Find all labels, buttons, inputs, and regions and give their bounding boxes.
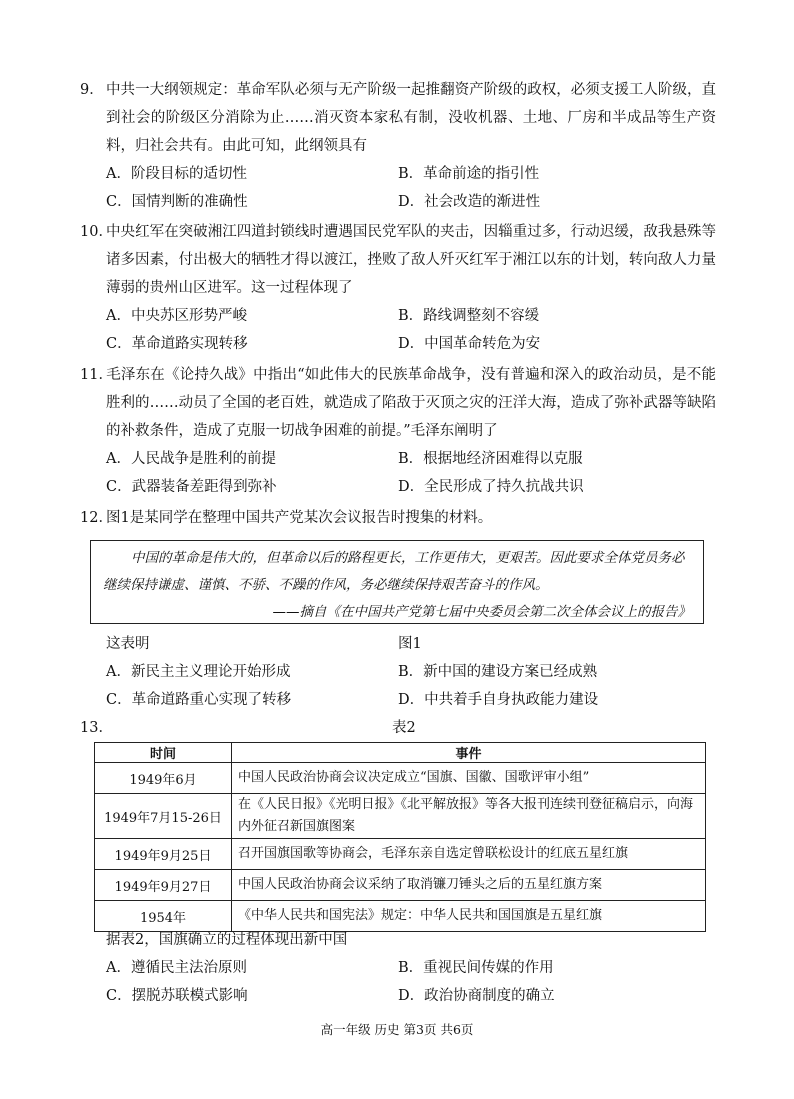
stem-text: 图1是某同学在整理中国共产党某次会议报告时搜集的材料。 — [106, 510, 493, 526]
after-quote-text: 这表明 — [106, 636, 150, 652]
option-a[interactable]: A．遵循民主法治原则 — [106, 960, 247, 976]
cell-time: 1949年9月27日 — [95, 870, 232, 901]
question-12 — [80, 504, 716, 532]
cell-event: 中国人民政治协商会议决定成立“国旗、国徽、国歌评审小组” — [232, 763, 706, 794]
option-b[interactable]: B．根据地经济困难得以克服 — [398, 451, 583, 467]
cell-time: 1949年7月15-26日 — [95, 794, 232, 839]
options-grid — [80, 445, 716, 501]
option-a[interactable]: A．人民战争是胜利的前提 — [106, 451, 276, 467]
option-c[interactable]: C．革命道路实现转移 — [106, 336, 248, 352]
table-row — [95, 870, 706, 901]
option-b[interactable]: B．重视民间传媒的作用 — [398, 960, 554, 976]
stem-text: 据表2，国旗确立的过程体现出新中国 — [106, 932, 348, 948]
header-time: 时间 — [95, 743, 232, 763]
option-c[interactable]: C．革命道路重心实现了转移 — [106, 692, 292, 708]
table-label: 表2 — [392, 720, 416, 736]
cell-time: 1949年9月25日 — [95, 839, 232, 870]
option-b[interactable]: B．路线调整刻不容缓 — [398, 308, 540, 324]
option-d[interactable]: D．政治协商制度的确立 — [398, 988, 555, 1004]
question-10 — [80, 218, 716, 358]
table-header-row — [95, 743, 706, 763]
table-row — [95, 839, 706, 870]
question-9 — [80, 76, 716, 216]
cell-event: 《中华人民共和国宪法》规定：中华人民共和国国旗是五星红旗 — [232, 901, 706, 932]
option-a[interactable]: A．新民主主义理论开始形成 — [106, 664, 291, 680]
option-d[interactable]: D．社会改造的渐进性 — [398, 194, 541, 210]
options-grid — [80, 160, 716, 216]
table-row — [95, 763, 706, 794]
question-stem — [80, 361, 716, 445]
option-c[interactable]: C．国情判断的准确性 — [106, 194, 248, 210]
option-d[interactable]: D．中共着手自身执政能力建设 — [398, 692, 599, 708]
quote-source: ——摘自《在中国共产党第七届中央委员会第二次全体会议上的报告》 — [272, 604, 691, 620]
option-a[interactable]: A．中央苏区形势严峻 — [106, 308, 247, 324]
question-number: 10． — [80, 224, 113, 240]
cell-time: 1954年 — [95, 901, 232, 932]
option-d[interactable]: D．全民形成了持久抗战共识 — [398, 479, 584, 495]
option-c[interactable]: C．摆脱苏联模式影响 — [106, 988, 248, 1004]
question-stem — [80, 218, 716, 302]
quote-text: 中国的革命是伟大的，但革命以后的路程更长，工作更伟大，更艰苦。因此要求全体党员务必继续保持谦虚、谨慎、不骄、不躁的作风，务必继续保持艰苦奋斗的作风。 — [103, 550, 685, 593]
option-a[interactable]: A．阶段目标的适切性 — [106, 166, 247, 182]
question-13-body — [80, 926, 716, 1010]
stem-text: 中央红军在突破湘江四道封锁线时遭遇国民党军队的夹击，因辎重过多，行动迟缓，敌我悬殊等诸多因素，付出极大的牺牲才得以渡江，挫败了敌人歼灭红军于湘江以东的计划，转向敌人力量薄弱的贵州山区进军。这一过程体现了 — [106, 224, 716, 296]
cell-event: 在《人民日报》《光明日报》《北平解放报》等各大报刊连续刊登征稿启示，向海内外征召新国旗图案 — [232, 794, 706, 839]
cell-event: 召开国旗国歌等协商会，毛泽东亲自选定曾联松设计的红底五星红旗 — [232, 839, 706, 870]
stem-text: 毛泽东在《论持久战》中指出“如此伟大的民族革命战争，没有普遍和深入的政治动员，是不能胜利的……动员了全国的老百姓，就造成了陷敌于灭顶之灾的汪洋大海，造成了弥补武器等缺陷的补救条件，造成了克服一切战争困难的前提。”毛泽东阐明了 — [106, 367, 716, 439]
cell-time: 1949年6月 — [95, 763, 232, 794]
option-c[interactable]: C．武器装备差距得到弥补 — [106, 479, 277, 495]
cell-event: 中国人民政治协商会议采纳了取消镰刀锤头之后的五星红旗方案 — [232, 870, 706, 901]
question-number: 11． — [80, 367, 113, 383]
question-stem — [80, 504, 716, 532]
question-number: 12． — [80, 510, 113, 526]
option-b[interactable]: B．新中国的建设方案已经成熟 — [398, 664, 598, 680]
question-13-header — [80, 714, 716, 742]
option-b[interactable]: B．革命前途的指引性 — [398, 166, 540, 182]
question-number: 13． — [80, 720, 113, 736]
stem-text: 中共一大纲领规定：革命军队必须与无产阶级一起推翻资产阶级的政权，必须支援工人阶级，直到社会的阶级区分消除为止……消灭资本家私有制，没收机器、土地、厂房和半成品等生产资料，归社会共有。由此可知，此纲领具有 — [106, 82, 716, 154]
quote-box — [90, 540, 704, 624]
question-11 — [80, 361, 716, 501]
events-table — [94, 742, 706, 932]
figure-label: 图1 — [398, 636, 422, 652]
table-row — [95, 794, 706, 839]
page-footer: 高一年级 历史 第3页 共6页 — [320, 1022, 474, 1037]
header-event: 事件 — [232, 743, 706, 763]
options-grid — [80, 954, 716, 1010]
options-grid — [80, 302, 716, 358]
question-stem — [80, 76, 716, 160]
question-number: 9． — [80, 82, 104, 98]
options-grid — [80, 658, 716, 714]
option-d[interactable]: D．中国革命转危为安 — [398, 336, 541, 352]
